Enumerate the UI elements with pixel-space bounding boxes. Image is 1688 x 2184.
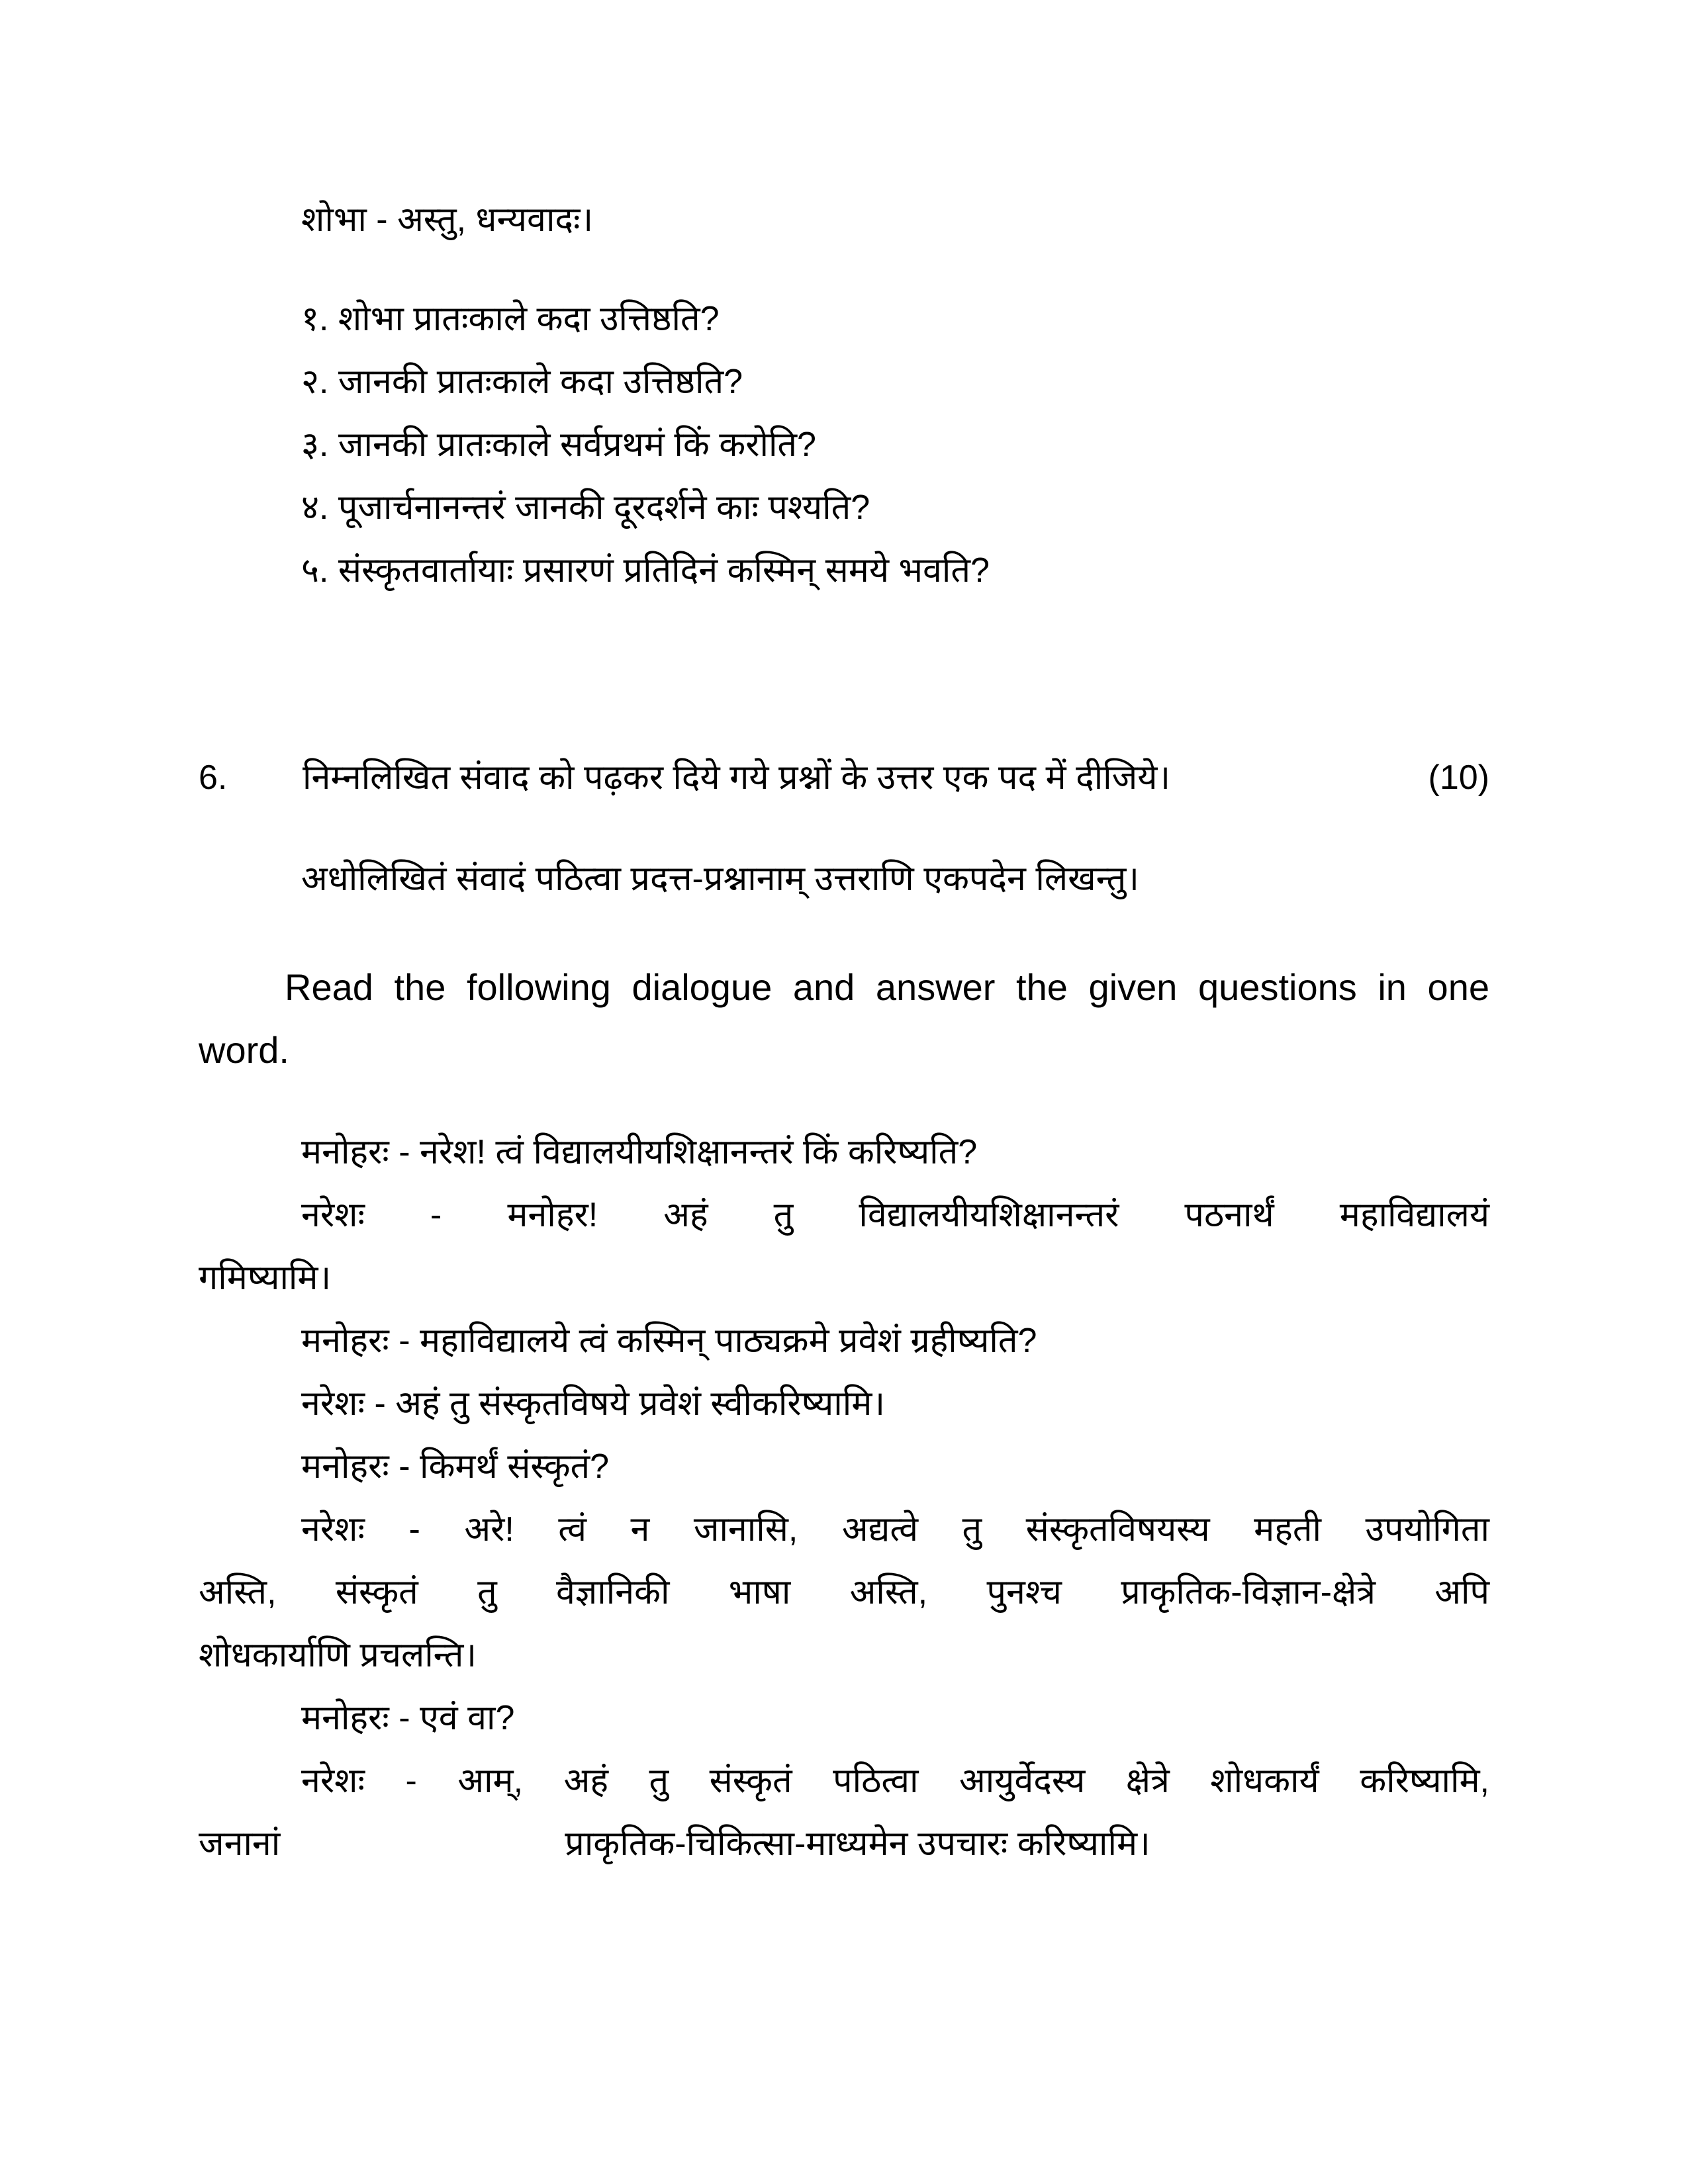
- section6-sanskrit-instruction: अधोलिखितं संवादं पठित्वा प्रदत्त-प्रश्नानाम् उत्तराणि एकपदेन लिखन्तु।: [301, 860, 1139, 898]
- dialogue-line: मनोहरः - एवं वा?: [301, 1699, 515, 1737]
- dialogue-line: मनोहरः - महाविद्यालये त्वं कस्मिन् पाठ्यक्रमे प्रवेशं ग्रहीष्यति?: [301, 1322, 1037, 1360]
- question-item-3: ३. जानकी प्रातःकाले सर्वप्रथमं किं करोति?: [301, 426, 816, 464]
- question-item-1: १. शोभा प्रातःकाले कदा उत्तिष्ठति?: [301, 300, 720, 338]
- english-instruction-line-1: Read the following dialogue and answer the given questions in one: [285, 966, 1489, 1008]
- english-instruction-line-2: word.: [199, 1029, 289, 1071]
- dialogue-line: मनोहरः - नरेश! त्वं विद्यालयीयशिक्षानन्तरं किं करिष्यति?: [301, 1133, 978, 1171]
- section6-english-instruction: [199, 956, 1489, 1081]
- question-list: [199, 288, 1489, 602]
- dialogue-line: शोधकार्याणि प्रचलन्ति।: [199, 1636, 477, 1674]
- question-item-5: ५. संस्कृतवार्तायाः प्रसारणं प्रतिदिनं कस्मिन् समये भवति?: [301, 551, 990, 590]
- question-item-4: ४. पूजार्चनानन्तरं जानकी दूरदर्शने काः पश्यति?: [301, 488, 870, 527]
- section6-number: 6.: [199, 758, 228, 797]
- dialogue-line: नरेशः - अहं तु संस्कृतविषये प्रवेशं स्वीकरिष्यामि।: [301, 1385, 886, 1423]
- dialogue-closing-line: शोभा - अस्तु, धन्यवादः।: [301, 201, 594, 239]
- question-item-2: २. जानकी प्रातःकाले कदा उत्तिष्ठति?: [301, 363, 743, 401]
- dialogue-line: नरेशः - मनोहर! अहं तु विद्यालयीयशिक्षानन्तरं पठनार्थं महाविद्यालयं: [301, 1196, 1489, 1234]
- section6-heading-row: [199, 747, 1489, 809]
- dialogue-line: गमिष्यामि।: [199, 1259, 332, 1297]
- dialogue-last-right-text: प्राकृतिक-चिकित्सा-माध्यमेन उपचारः करिष्यामि।: [565, 1825, 1150, 1863]
- dialogue-block: [199, 1121, 1489, 1876]
- section6-heading-text: निम्नलिखित संवाद को पढ़कर दिये गये प्रश्नों के उत्तर एक पद में दीजिये।: [303, 758, 1171, 797]
- tab-gap-spacer: [280, 1854, 565, 1855]
- dialogue-line: अस्ति, संस्कृतं तु वैज्ञानिकी भाषा अस्ति, पुनश्च प्राकृतिक-विज्ञान-क्षेत्रे अपि: [199, 1573, 1489, 1612]
- dialogue-line: नरेशः - आम्, अहं तु संस्कृतं पठित्वा आयुर्वेदस्य क्षेत्रे शोधकार्यं करिष्यामि,: [301, 1762, 1489, 1800]
- dialogue-line: नरेशः - अरे! त्वं न जानासि, अद्यत्वे तु संस्कृतविषयस्य महती उपयोगिता: [301, 1510, 1489, 1549]
- section6-marks: (10): [1428, 758, 1489, 797]
- dialogue-line-last: [199, 1813, 1489, 1876]
- dialogue-line: मनोहरः - किमर्थं संस्कृतं?: [301, 1447, 610, 1486]
- dialogue-last-left-word: जनानां: [199, 1825, 281, 1863]
